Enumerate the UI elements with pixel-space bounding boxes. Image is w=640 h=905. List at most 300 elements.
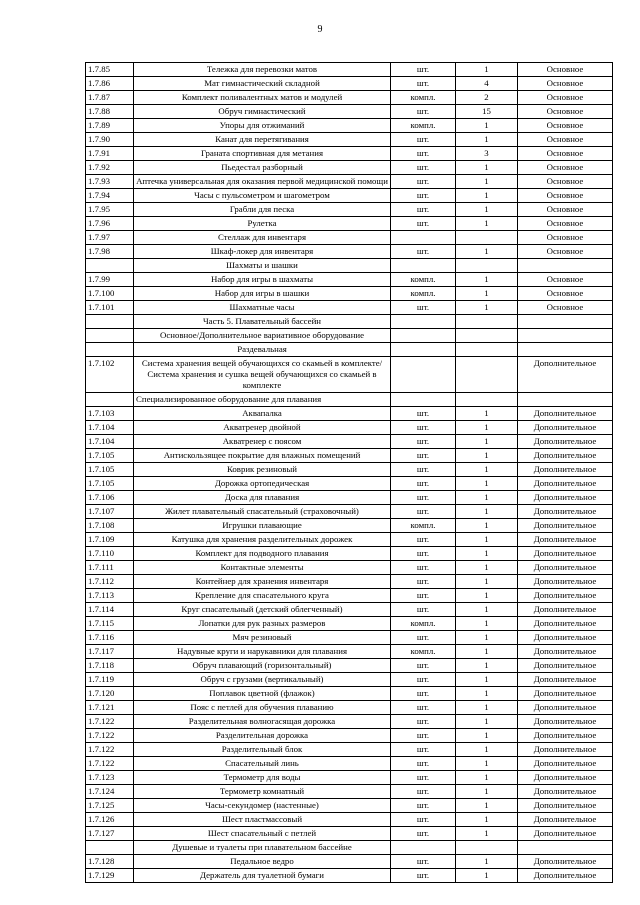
unit-cell: шт. [391,771,456,785]
table-row [86,147,613,161]
equipment-type-cell: Дополнительное [518,631,613,645]
unit-cell: шт. [391,63,456,77]
table-row [86,421,613,435]
table-row [86,589,613,603]
row-number: 1.7.91 [86,147,134,161]
row-number: 1.7.122 [86,715,134,729]
equipment-type-cell: Дополнительное [518,463,613,477]
empty-cell [391,329,456,343]
table-row [86,855,613,869]
equipment-table-body [86,63,613,883]
item-name: Контактные элементы [134,561,391,575]
table-row [86,519,613,533]
unit-cell: шт. [391,301,456,315]
table-row [86,105,613,119]
empty-cell [391,841,456,855]
equipment-type-cell: Основное [518,287,613,301]
unit-cell: шт. [391,575,456,589]
equipment-type-cell: Основное [518,147,613,161]
table-row [86,743,613,757]
table-row [86,189,613,203]
unit-cell: шт. [391,147,456,161]
item-name: Пояс с петлей для обучения плаванию [134,701,391,715]
quantity-cell: 15 [456,105,518,119]
quantity-cell: 1 [456,603,518,617]
item-name: Грабли для песка [134,203,391,217]
quantity-cell: 1 [456,533,518,547]
row-number: 1.7.99 [86,273,134,287]
row-number: 1.7.103 [86,407,134,421]
quantity-cell: 1 [456,855,518,869]
item-name: Разделительная дорожка [134,729,391,743]
section-title: Часть 5. Плавательный бассейн [134,315,391,329]
table-row [86,77,613,91]
equipment-type-cell: Дополнительное [518,645,613,659]
table-row [86,407,613,421]
table-row [86,175,613,189]
quantity-cell: 1 [456,245,518,259]
equipment-type-cell: Дополнительное [518,715,613,729]
table-row [86,161,613,175]
quantity-cell: 1 [456,659,518,673]
table-row [86,729,613,743]
unit-cell: шт. [391,659,456,673]
quantity-cell: 1 [456,715,518,729]
equipment-type-cell: Основное [518,231,613,245]
quantity-cell: 1 [456,189,518,203]
empty-cell [456,841,518,855]
row-number: 1.7.112 [86,575,134,589]
row-number: 1.7.122 [86,757,134,771]
table-row [86,301,613,315]
row-number: 1.7.115 [86,617,134,631]
unit-cell: шт. [391,217,456,231]
table-row [86,449,613,463]
page-number: 9 [317,24,323,35]
table-row [86,477,613,491]
section-title: Специализированное оборудование для плавания [134,393,391,407]
equipment-type-cell: Дополнительное [518,533,613,547]
empty-cell [86,259,134,273]
row-number: 1.7.86 [86,77,134,91]
equipment-type-cell: Основное [518,245,613,259]
unit-cell: компл. [391,617,456,631]
quantity-cell: 1 [456,505,518,519]
empty-cell [518,259,613,273]
item-name: Упоры для отжиманий [134,119,391,133]
equipment-type-cell: Основное [518,273,613,287]
equipment-type-cell: Дополнительное [518,799,613,813]
empty-cell [518,315,613,329]
row-number: 1.7.101 [86,301,134,315]
quantity-cell: 1 [456,631,518,645]
row-number: 1.7.98 [86,245,134,259]
item-name: Канат для перетягивания [134,133,391,147]
quantity-cell: 1 [456,869,518,883]
quantity-cell: 1 [456,771,518,785]
item-name: Часы-секундомер (настенные) [134,799,391,813]
table-row [86,287,613,301]
row-number: 1.7.114 [86,603,134,617]
quantity-cell: 1 [456,63,518,77]
equipment-type-cell: Основное [518,133,613,147]
table-row [86,91,613,105]
quantity-cell: 1 [456,175,518,189]
item-name: Термометр для воды [134,771,391,785]
unit-cell: шт. [391,855,456,869]
equipment-type-cell: Дополнительное [518,449,613,463]
row-number: 1.7.87 [86,91,134,105]
section-title: Раздевальная [134,343,391,357]
unit-cell: шт. [391,421,456,435]
unit-cell: шт. [391,757,456,771]
unit-cell: шт. [391,673,456,687]
row-number: 1.7.85 [86,63,134,77]
table-row [86,435,613,449]
row-number: 1.7.92 [86,161,134,175]
equipment-type-cell: Дополнительное [518,407,613,421]
row-number: 1.7.97 [86,231,134,245]
empty-cell [391,343,456,357]
quantity-cell: 1 [456,561,518,575]
equipment-type-cell: Дополнительное [518,757,613,771]
equipment-type-cell: Дополнительное [518,729,613,743]
item-name: Доска для плавания [134,491,391,505]
unit-cell: шт. [391,477,456,491]
quantity-cell: 1 [456,217,518,231]
equipment-type-cell: Основное [518,63,613,77]
equipment-type-cell: Дополнительное [518,869,613,883]
quantity-cell: 1 [456,301,518,315]
unit-cell: шт. [391,105,456,119]
item-name: Игрушки плавающие [134,519,391,533]
unit-cell: шт. [391,463,456,477]
item-name: Шахматные часы [134,301,391,315]
table-row [86,771,613,785]
equipment-type-cell: Дополнительное [518,491,613,505]
empty-cell [391,315,456,329]
unit-cell: компл. [391,645,456,659]
quantity-cell: 1 [456,463,518,477]
item-name: Обруч плавающий (горизонтальный) [134,659,391,673]
item-name: Коврик резиновый [134,463,391,477]
item-name: Лопатки для рук разных размеров [134,617,391,631]
row-number: 1.7.129 [86,869,134,883]
item-name: Граната спортивная для метания [134,147,391,161]
table-row [86,203,613,217]
equipment-type-cell: Дополнительное [518,357,613,393]
section-header-row [86,315,613,329]
row-number: 1.7.105 [86,477,134,491]
item-name: Контейнер для хранения инвентаря [134,575,391,589]
unit-cell: шт. [391,631,456,645]
quantity-cell: 1 [456,617,518,631]
unit-cell: шт. [391,407,456,421]
empty-cell [86,315,134,329]
item-name: Спасательный линь [134,757,391,771]
equipment-type-cell: Дополнительное [518,813,613,827]
empty-cell [518,393,613,407]
quantity-cell: 3 [456,147,518,161]
row-number: 1.7.121 [86,701,134,715]
row-number: 1.7.105 [86,463,134,477]
unit-cell: компл. [391,91,456,105]
unit-cell: компл. [391,287,456,301]
empty-cell [518,343,613,357]
unit-cell: шт. [391,245,456,259]
quantity-cell: 1 [456,743,518,757]
unit-cell: шт. [391,435,456,449]
table-row [86,245,613,259]
row-number: 1.7.125 [86,799,134,813]
table-row [86,547,613,561]
item-name: Педальное ведро [134,855,391,869]
unit-cell: шт. [391,785,456,799]
quantity-cell: 1 [456,757,518,771]
item-name: Мат гимнастический складной [134,77,391,91]
unit-cell [391,231,456,245]
quantity-cell: 1 [456,273,518,287]
quantity-cell: 1 [456,161,518,175]
quantity-cell: 1 [456,673,518,687]
quantity-cell: 2 [456,91,518,105]
table-row [86,785,613,799]
row-number: 1.7.90 [86,133,134,147]
unit-cell: шт. [391,533,456,547]
item-name: Комплект поливалентных матов и модулей [134,91,391,105]
row-number: 1.7.95 [86,203,134,217]
item-name: Жилет плавательный спасательный (страховочный) [134,505,391,519]
quantity-cell: 1 [456,785,518,799]
equipment-type-cell: Дополнительное [518,855,613,869]
item-name: Поплавок цветной (флажок) [134,687,391,701]
item-name: Шест спасательный с петлей [134,827,391,841]
table-row [86,645,613,659]
table-row [86,273,613,287]
equipment-type-cell: Дополнительное [518,659,613,673]
row-number: 1.7.124 [86,785,134,799]
equipment-type-cell: Дополнительное [518,701,613,715]
equipment-type-cell: Дополнительное [518,435,613,449]
unit-cell: шт. [391,203,456,217]
quantity-cell: 4 [456,77,518,91]
quantity-cell: 1 [456,813,518,827]
table-row [86,799,613,813]
unit-cell: шт. [391,189,456,203]
row-number: 1.7.100 [86,287,134,301]
row-number: 1.7.93 [86,175,134,189]
unit-cell: компл. [391,119,456,133]
row-number: 1.7.123 [86,771,134,785]
quantity-cell: 1 [456,827,518,841]
empty-cell [456,259,518,273]
section-header-row [86,329,613,343]
quantity-cell: 1 [456,589,518,603]
row-number: 1.7.88 [86,105,134,119]
row-number: 1.7.104 [86,435,134,449]
item-name: Разделительная волногасящая дорожка [134,715,391,729]
quantity-cell: 1 [456,477,518,491]
table-row [86,813,613,827]
equipment-type-cell: Основное [518,161,613,175]
unit-cell: шт. [391,743,456,757]
quantity-cell: 1 [456,435,518,449]
section-header-row [86,343,613,357]
equipment-type-cell: Дополнительное [518,547,613,561]
item-name: Антискользящее покрытие для влажных помещений [134,449,391,463]
quantity-cell: 1 [456,119,518,133]
table-row [86,617,613,631]
equipment-type-cell: Основное [518,105,613,119]
table-row [86,505,613,519]
empty-cell [86,393,134,407]
table-row [86,575,613,589]
quantity-cell: 1 [456,287,518,301]
item-name: Набор для игры в шахматы [134,273,391,287]
equipment-type-cell: Дополнительное [518,827,613,841]
equipment-type-cell: Дополнительное [518,771,613,785]
item-name: Шкаф-локер для инвентаря [134,245,391,259]
equipment-type-cell: Основное [518,203,613,217]
table-row [86,701,613,715]
table-row [86,463,613,477]
item-name: Часы с пульсометром и шагометром [134,189,391,203]
item-name: Пьедестал разборный [134,161,391,175]
equipment-type-cell: Основное [518,119,613,133]
section-title: Шахматы и шашки [134,259,391,273]
table-row [86,357,613,393]
equipment-type-cell: Дополнительное [518,519,613,533]
equipment-type-cell: Дополнительное [518,589,613,603]
quantity-cell: 1 [456,491,518,505]
row-number: 1.7.107 [86,505,134,519]
section-title: Душевые и туалеты при плавательном бассейне [134,841,391,855]
row-number: 1.7.126 [86,813,134,827]
equipment-table [85,62,613,883]
item-name: Аптечка универсальная для оказания первой медицинской помощи [134,175,391,189]
equipment-type-cell: Основное [518,217,613,231]
table-row [86,561,613,575]
unit-cell: шт. [391,701,456,715]
quantity-cell: 1 [456,687,518,701]
quantity-cell: 1 [456,133,518,147]
table-row [86,673,613,687]
unit-cell: компл. [391,519,456,533]
unit-cell: шт. [391,505,456,519]
equipment-type-cell: Дополнительное [518,743,613,757]
empty-cell [456,393,518,407]
empty-cell [456,329,518,343]
unit-cell: шт. [391,869,456,883]
table-row [86,715,613,729]
row-number: 1.7.102 [86,357,134,393]
row-number: 1.7.117 [86,645,134,659]
row-number: 1.7.116 [86,631,134,645]
quantity-cell: 1 [456,799,518,813]
section-header-row [86,259,613,273]
equipment-type-cell: Дополнительное [518,617,613,631]
row-number: 1.7.108 [86,519,134,533]
equipment-type-cell: Дополнительное [518,673,613,687]
quantity-cell: 1 [456,701,518,715]
empty-cell [456,343,518,357]
equipment-type-cell: Основное [518,175,613,189]
row-number: 1.7.118 [86,659,134,673]
quantity-cell: 1 [456,203,518,217]
item-name: Акватренер с поясом [134,435,391,449]
item-name: Шест пластмассовый [134,813,391,827]
row-number: 1.7.122 [86,743,134,757]
row-number: 1.7.122 [86,729,134,743]
table-row [86,119,613,133]
section-title: Основное/Дополнительное вариативное оборудование [134,329,391,343]
unit-cell: шт. [391,133,456,147]
quantity-cell: 1 [456,407,518,421]
empty-cell [391,393,456,407]
equipment-type-cell: Дополнительное [518,785,613,799]
unit-cell: шт. [391,77,456,91]
table-row [86,63,613,77]
row-number: 1.7.109 [86,533,134,547]
equipment-type-cell: Основное [518,91,613,105]
unit-cell: шт. [391,687,456,701]
table-row [86,631,613,645]
table-row [86,603,613,617]
empty-cell [456,315,518,329]
table-row [86,533,613,547]
item-name: Набор для игры в шашки [134,287,391,301]
empty-cell [518,841,613,855]
row-number: 1.7.105 [86,449,134,463]
quantity-cell [456,357,518,393]
item-name: Система хранения вещей обучающихся со скамьей в комплекте/Система хранения и сушка вещей обучающихся со скамьей в комплекте [134,357,391,393]
unit-cell: шт. [391,449,456,463]
equipment-type-cell: Дополнительное [518,561,613,575]
quantity-cell: 1 [456,575,518,589]
quantity-cell: 1 [456,547,518,561]
table-row [86,869,613,883]
unit-cell: шт. [391,589,456,603]
row-number: 1.7.110 [86,547,134,561]
table-row [86,757,613,771]
empty-cell [391,259,456,273]
empty-cell [86,329,134,343]
item-name: Тележка для перевозки матов [134,63,391,77]
unit-cell: шт. [391,161,456,175]
row-number: 1.7.89 [86,119,134,133]
unit-cell: шт. [391,603,456,617]
table-row [86,133,613,147]
row-number: 1.7.106 [86,491,134,505]
quantity-cell: 1 [456,449,518,463]
quantity-cell: 1 [456,519,518,533]
row-number: 1.7.111 [86,561,134,575]
row-number: 1.7.96 [86,217,134,231]
section-header-row [86,393,613,407]
equipment-type-cell: Дополнительное [518,421,613,435]
equipment-type-cell: Основное [518,189,613,203]
empty-cell [518,329,613,343]
table-row [86,217,613,231]
item-name: Термометр комнатный [134,785,391,799]
item-name: Разделительный блок [134,743,391,757]
row-number: 1.7.94 [86,189,134,203]
item-name: Акватренер двойной [134,421,391,435]
item-name: Надувные круги и нарукавники для плавания [134,645,391,659]
table-row [86,231,613,245]
row-number: 1.7.104 [86,421,134,435]
row-number: 1.7.113 [86,589,134,603]
